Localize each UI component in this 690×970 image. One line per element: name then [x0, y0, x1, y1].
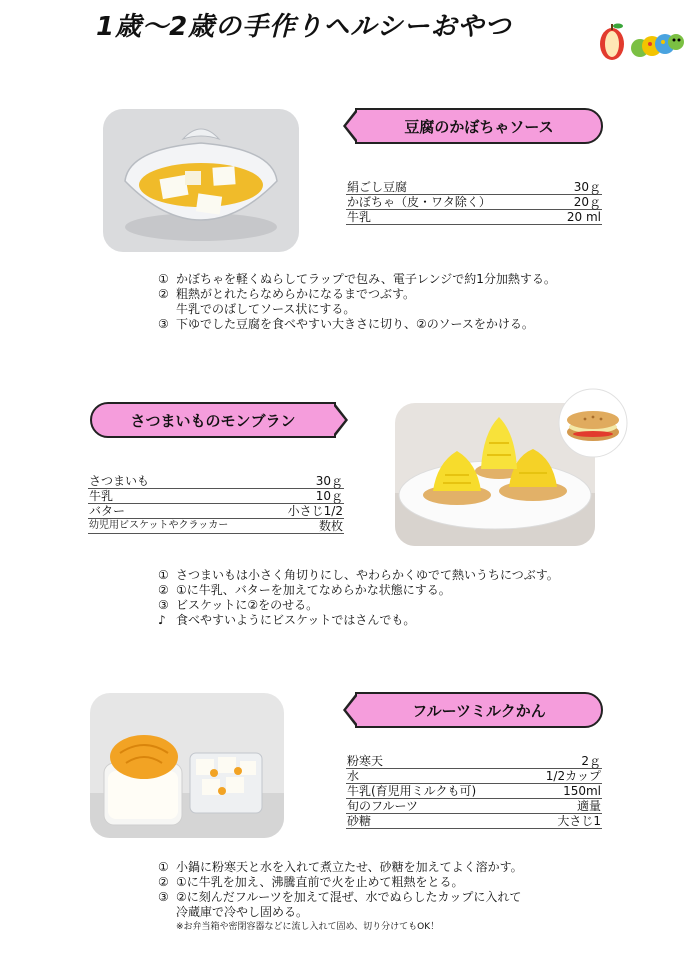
recipe-title: フルーツミルクかん	[412, 701, 546, 720]
ingredient-row: 牛乳(育児用ミルクも可) 150ml	[347, 784, 601, 798]
ingredient-row: 牛乳 20 ml	[347, 210, 601, 224]
ingredient-row: 水 1/2カップ	[347, 769, 601, 783]
ingredient-row: 旬のフルーツ 適量	[347, 799, 601, 813]
step-item: ② ①に牛乳、バターを加えてなめらかな状態にする。	[158, 583, 451, 597]
page-title: 1歳～2歳の手作りヘルシーおやつ	[96, 12, 512, 42]
ingredient-row: バター 小さじ1/2	[89, 504, 343, 518]
ingredient-row: 粉寒天 2ｇ	[347, 754, 601, 768]
step-item: ③ ビスケットに②をのせる。	[158, 598, 319, 612]
recipe-title-banner	[355, 108, 603, 144]
ingredient-row: 牛乳 10ｇ	[89, 489, 343, 503]
step-item: ③ 下ゆでした豆腐を食べやすい大きさに切り、②のソースをかける。	[158, 317, 534, 331]
recipe-title-banner	[90, 402, 336, 438]
step-item: ① 小鍋に粉寒天と水を入れて煮立たせ、砂糖を加えてよく溶かす。	[158, 860, 523, 874]
recipe-title-banner	[355, 692, 603, 728]
ingredient-list	[346, 754, 602, 829]
ingredient-list	[346, 180, 602, 225]
ingredient-row: かぼちゃ（皮・ワタ除く） 20ｇ	[347, 195, 601, 209]
ingredient-row: 絹ごし豆腐 30ｇ	[347, 180, 601, 194]
recipe-title: 豆腐のかぼちゃソース	[404, 117, 554, 136]
recipe-title: さつまいものモンブラン	[130, 411, 296, 430]
recipe-note: ※お弁当箱や密閉容器などに流し入れて固め、切り分けてもOK！	[176, 922, 440, 932]
sandwich-cracker-icon	[557, 388, 629, 458]
step-item: ③ ②に刻んだフルーツを加えて混ぜ、水でぬらしたカップに入れて	[158, 890, 522, 904]
recipe-photo-fruit-milk-jelly	[90, 693, 284, 838]
ingredient-list	[88, 474, 344, 534]
ingredient-row: 幼児用ビスケットやクラッカー 数枚	[89, 519, 343, 533]
step-item: ② ①に牛乳を加え、沸騰直前で火を止めて粗熱をとる。	[158, 875, 464, 889]
step-list	[158, 272, 556, 332]
step-item: ♪ 食べやすいようにビスケットではさんでも。	[158, 613, 416, 627]
caterpillar-apple-icon	[598, 14, 684, 66]
recipe-photo-tofu-pumpkin	[103, 109, 299, 252]
step-item: 牛乳でのばしてソース状にする。	[176, 302, 356, 316]
ingredient-row: さつまいも 30ｇ	[89, 474, 343, 488]
step-item: ① かぼちゃを軽くぬらしてラップで包み、電子レンジで約1分加熱する。	[158, 272, 556, 286]
ingredient-row: 砂糖 大さじ1	[347, 814, 601, 828]
step-list	[158, 568, 559, 628]
step-item: ① さつまいもは小さく角切りにし、やわらかくゆでて熱いうちにつぶす。	[158, 568, 559, 582]
step-list	[158, 860, 523, 935]
step-item: ② 粗熱がとれたらなめらかになるまでつぶす。	[158, 287, 416, 301]
step-item: 冷蔵庫で冷やし固める。	[176, 905, 309, 919]
